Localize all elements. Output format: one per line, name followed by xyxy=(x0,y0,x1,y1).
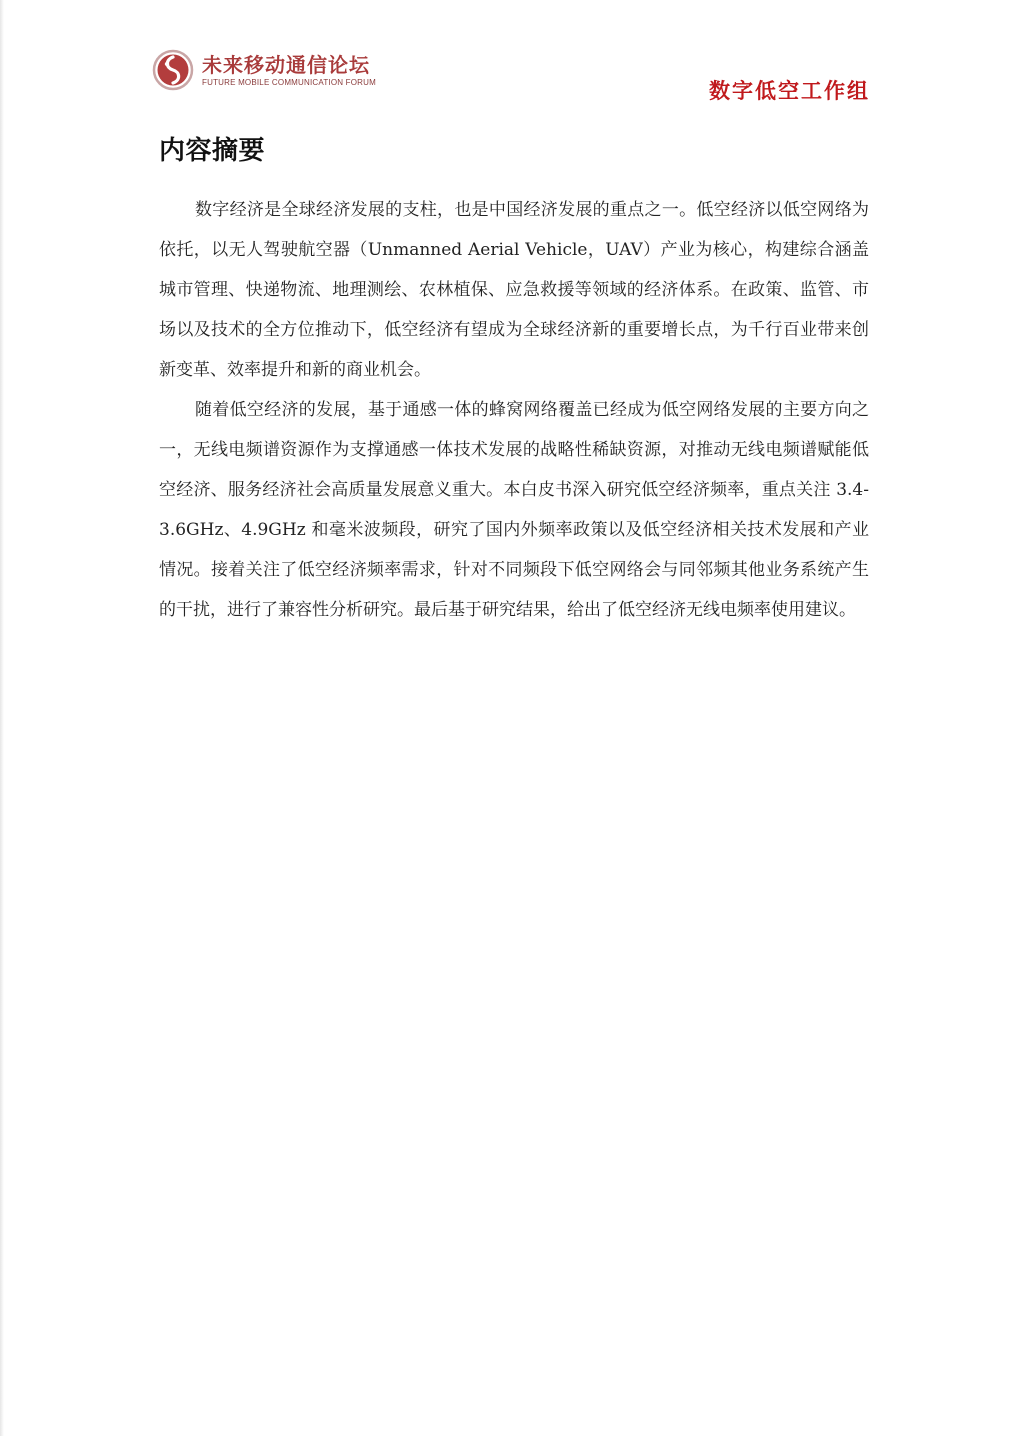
abstract-paragraph-2: 随着低空经济的发展，基于通感一体的蜂窝网络覆盖已经成为低空网络发展的主要方向之一，无线电频谱资源作为支撑通感一体技术发展的战略性稀缺资源，对推动无线电频谱赋能低空经济、服务经济社会高质量发展意义重大。本白皮书深入研究低空经济频率，重点关注 3.4-3.6GHz、4.9GHz 和毫米波频段，研究了国内外频率政策以及低空经济相关技术发展和产业情况。接着关注了低空经济频率需求，针对不同频段下低空网络会与同邻频其他业务系统产生的干扰，进行了兼容性分析研究。最后基于研究结果，给出了低空经济无线电频率使用建议。 xyxy=(159,400,869,620)
forum-logo xyxy=(152,47,402,95)
logo-english-name: FUTURE MOBILE COMMUNICATION FORUM xyxy=(202,78,377,87)
abstract-paragraph-1: 数字经济是全球经济发展的支柱，也是中国经济发展的重点之一。低空经济以低空网络为依托，以无人驾驶航空器（Unmanned Aerial Vehicle，UAV）产业为核心，构建综合涵盖 城市管理、快递物流、地理测绘、农林植保、应急救援等领域的经济体系。在政策、监管、市场以及技术的全方位推动下，低空经济有望成为全球经济新的重要增长点，为千行百业带来创新变革、效率提升和新的商业机会。 xyxy=(159,200,869,380)
section-title: 内容摘要 xyxy=(159,136,266,166)
abstract-section xyxy=(159,130,869,630)
logo-chinese-name: 未来移动通信论坛 xyxy=(202,53,370,77)
page-header xyxy=(0,0,1022,110)
fumo-logo-icon xyxy=(152,49,194,91)
page-edge xyxy=(0,0,4,1436)
working-group-title: 数字低空工作组 xyxy=(709,78,870,103)
